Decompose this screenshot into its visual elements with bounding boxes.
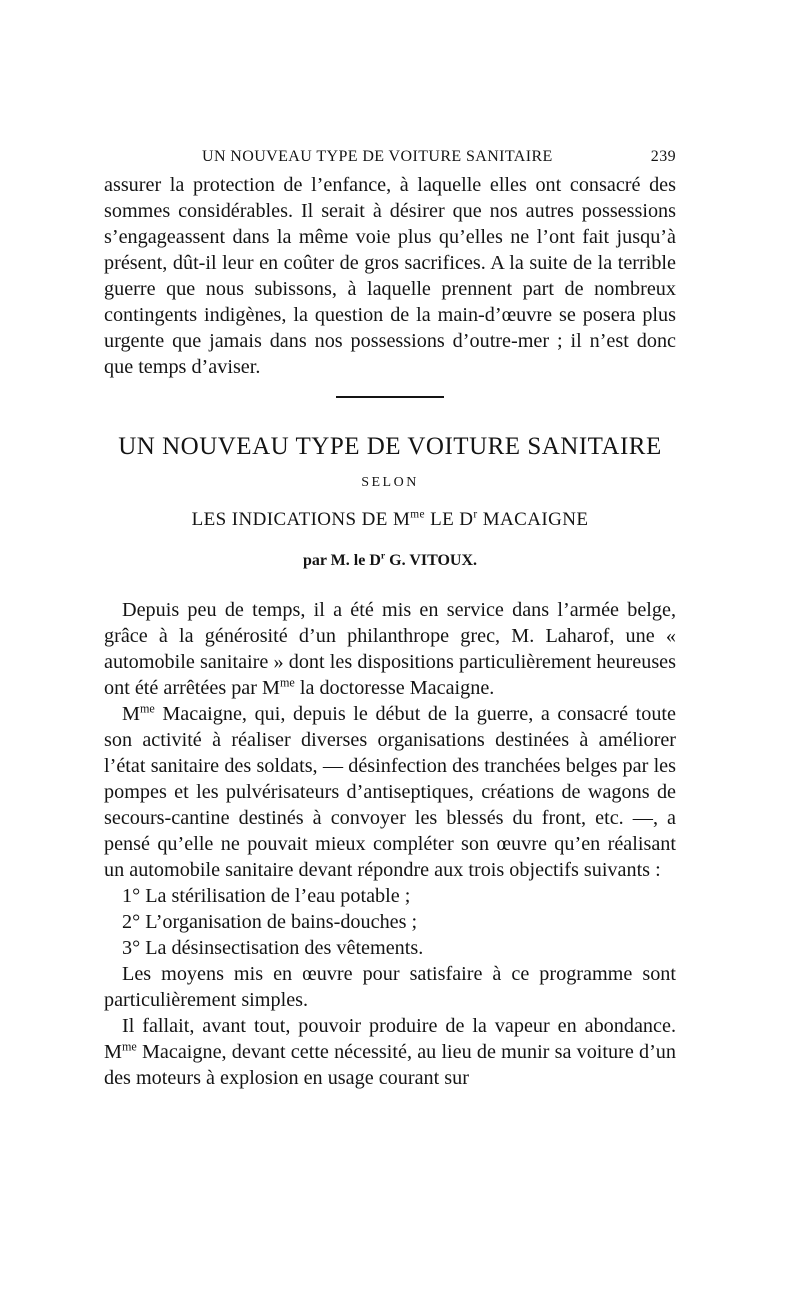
p1-superscript: me — [280, 675, 295, 690]
objective-item: 2° L’organisation de bains-douches ; — [122, 911, 418, 933]
objective-item: 3° La désinsectisation des vêtements. — [122, 937, 424, 959]
p4-text-a: Il fallait, avant tout, pouvoir produire de la vapeur en abondance. M — [104, 1015, 676, 1063]
body-paragraph-1 — [104, 597, 676, 701]
p2-prefix: M — [122, 703, 140, 725]
subtitle-superscript-me: me — [410, 508, 425, 521]
intro-paragraph: assurer la protection de l’enfance, à laquelle elles ont consacré des sommes considérables. Il serait à désirer que nos autres possessions s’engageassent dans la même voie plus qu’elles ne l’ont fait jusqu’à présent, dût-il leur en coûter de gros sacrifices. A la suite de la terrible guerre que nous subissons, à laquelle prennent part de nombreux contingents indigènes, la question de la main-d’œuvre se posera plus urgente que jamais dans nos possessions d’outre-mer ; il n’est donc que temps d’aviser. — [104, 174, 676, 378]
body-paragraph-2 — [104, 701, 676, 883]
p2-superscript: me — [139, 701, 155, 716]
p1-text-a: Depuis peu de temps, il a été mis en service dans l’armée belge, grâce à la générosité d’un philanthrope grec, M. Laharof, une « automobile sanitaire » dont les dispositions particulièrement heureuses ont été arrêtées par M — [104, 599, 676, 699]
byline-prefix: par M. le D — [302, 552, 381, 569]
p2-text: Macaigne, qui, depuis le début de la guerre, a consacré toute son activité à réaliser diverses organisations destinées à améliorer l’état sanitaire des soldats, — désinfection des tranchées belges par les pompes et les pulvérisateurs d’antiseptiques, créations de wagons de secours-cantine destinés à convoyer les blessés du front, etc. —, a pensé qu’elle ne pouvait mieux compléter son œuvre qu’en réalisant un automobile sanitaire devant répondre aux trois objectifs suivants : — [104, 703, 676, 881]
subtitle-suffix: MACAIGNE — [477, 509, 589, 530]
article-title: UN NOUVEAU TYPE DE VOITURE SANITAIRE — [118, 433, 662, 460]
running-head — [104, 148, 676, 172]
article-subtitle — [104, 508, 676, 532]
running-title: UN NOUVEAU TYPE DE VOITURE SANITAIRE — [202, 148, 553, 165]
body-paragraph-4 — [104, 1013, 676, 1091]
article-selon: SELON — [361, 475, 419, 490]
p4-superscript: me — [121, 1039, 137, 1054]
book-page — [104, 148, 676, 1091]
byline-suffix: G. VITOUX. — [385, 552, 478, 569]
section-divider — [336, 396, 444, 398]
subtitle-middle: LE D — [424, 509, 474, 530]
page-number: 239 — [650, 148, 676, 165]
subtitle-superscript-r: r — [473, 508, 478, 521]
objective-item: 1° La stérilisation de l’eau potable ; — [122, 885, 411, 907]
subtitle-prefix: LES INDICATIONS DE M — [191, 509, 411, 530]
byline-superscript: r — [380, 550, 386, 562]
p1-text-b: la doctoresse Macaigne. — [294, 677, 495, 699]
p4-text-b: Macaigne, devant cette nécessité, au lieu de munir sa voiture d’un des moteurs à explosion en usage courant sur — [104, 1041, 676, 1089]
body-paragraph-3: Les moyens mis en œuvre pour satisfaire à ce programme sont particulièrement simples. — [104, 963, 676, 1011]
article-byline — [104, 551, 676, 571]
